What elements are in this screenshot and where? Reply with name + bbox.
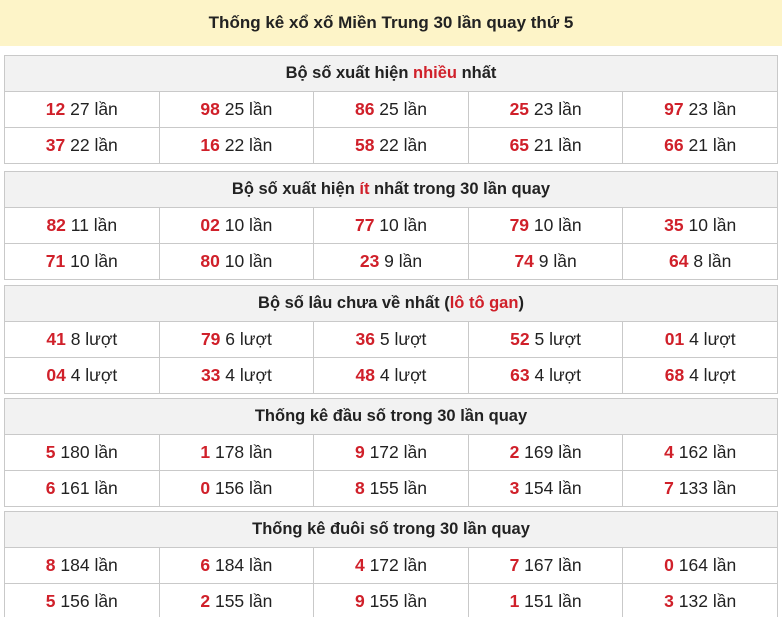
- table-row: [5, 548, 778, 584]
- stat-cell: 52 5 lượt: [468, 322, 623, 358]
- stat-cell: 33 4 lượt: [159, 358, 314, 394]
- stat-cell: 64 8 lần: [623, 244, 778, 280]
- stat-cell: 74 9 lần: [468, 244, 623, 280]
- stat-cell: 82 11 lần: [5, 208, 160, 244]
- stat-cell: 6 161 lần: [5, 471, 160, 507]
- stat-cell: 68 4 lượt: [623, 358, 778, 394]
- stat-cell: 2 155 lần: [159, 584, 314, 617]
- stat-cell: 3 132 lần: [623, 584, 778, 617]
- table-row: [5, 128, 778, 164]
- table-row: [5, 208, 778, 244]
- stat-cell: 37 22 lần: [5, 128, 160, 164]
- stat-cell: 97 23 lần: [623, 92, 778, 128]
- stat-cell: 12 27 lần: [5, 92, 160, 128]
- head-digit-table: [4, 398, 778, 507]
- stat-cell: 0 156 lần: [159, 471, 314, 507]
- stat-cell: 86 25 lần: [314, 92, 469, 128]
- lo-to-gan-table: [4, 285, 778, 394]
- stat-cell: 9 155 lần: [314, 584, 469, 617]
- stat-cell: 8 184 lần: [5, 548, 160, 584]
- stat-cell: 2 169 lần: [468, 435, 623, 471]
- stat-cell: 01 4 lượt: [623, 322, 778, 358]
- stat-cell: 80 10 lần: [159, 244, 314, 280]
- stat-cell: 02 10 lần: [159, 208, 314, 244]
- table-row: [5, 471, 778, 507]
- table-row: [5, 244, 778, 280]
- stat-cell: 65 21 lần: [468, 128, 623, 164]
- stat-cell: 04 4 lượt: [5, 358, 160, 394]
- stat-cell: 41 8 lượt: [5, 322, 160, 358]
- stat-cell: 0 164 lần: [623, 548, 778, 584]
- least-frequent-table: [4, 171, 778, 280]
- table-row: [5, 435, 778, 471]
- stat-cell: 3 154 lần: [468, 471, 623, 507]
- table-row: [5, 584, 778, 617]
- stat-cell: 98 25 lần: [159, 92, 314, 128]
- stat-cell: 5 180 lần: [5, 435, 160, 471]
- stat-cell: 35 10 lần: [623, 208, 778, 244]
- section-title: Thống kê đầu số trong 30 lần quay: [5, 399, 778, 435]
- table-row: [5, 322, 778, 358]
- stat-cell: 8 155 lần: [314, 471, 469, 507]
- stat-cell: 79 6 lượt: [159, 322, 314, 358]
- stat-cell: 7 167 lần: [468, 548, 623, 584]
- stat-cell: 4 162 lần: [623, 435, 778, 471]
- most-frequent-table: [4, 55, 778, 164]
- stat-cell: 23 9 lần: [314, 244, 469, 280]
- stat-cell: 36 5 lượt: [314, 322, 469, 358]
- stat-cell: 1 151 lần: [468, 584, 623, 617]
- page-title: Thống kê xổ xố Miền Trung 30 lần quay thứ 5: [0, 0, 782, 46]
- stat-cell: 16 22 lần: [159, 128, 314, 164]
- table-row: [5, 92, 778, 128]
- stat-cell: 9 172 lần: [314, 435, 469, 471]
- stat-cell: 48 4 lượt: [314, 358, 469, 394]
- stat-cell: 63 4 lượt: [468, 358, 623, 394]
- section-title: Bộ số xuất hiện ít nhất trong 30 lần quay: [5, 172, 778, 208]
- stat-cell: 6 184 lần: [159, 548, 314, 584]
- section-title: Bộ số lâu chưa về nhất (lô tô gan): [5, 286, 778, 322]
- stat-cell: 66 21 lần: [623, 128, 778, 164]
- stat-cell: 7 133 lần: [623, 471, 778, 507]
- section-title: Thống kê đuôi số trong 30 lần quay: [5, 512, 778, 548]
- section-title: Bộ số xuất hiện nhiều nhất: [5, 56, 778, 92]
- tail-digit-table: [4, 511, 778, 617]
- stat-cell: 77 10 lần: [314, 208, 469, 244]
- stat-cell: 79 10 lần: [468, 208, 623, 244]
- stat-cell: 4 172 lần: [314, 548, 469, 584]
- stat-cell: 1 178 lần: [159, 435, 314, 471]
- stat-cell: 5 156 lần: [5, 584, 160, 617]
- stat-cell: 58 22 lần: [314, 128, 469, 164]
- stat-cell: 25 23 lần: [468, 92, 623, 128]
- table-row: [5, 358, 778, 394]
- stat-cell: 71 10 lần: [5, 244, 160, 280]
